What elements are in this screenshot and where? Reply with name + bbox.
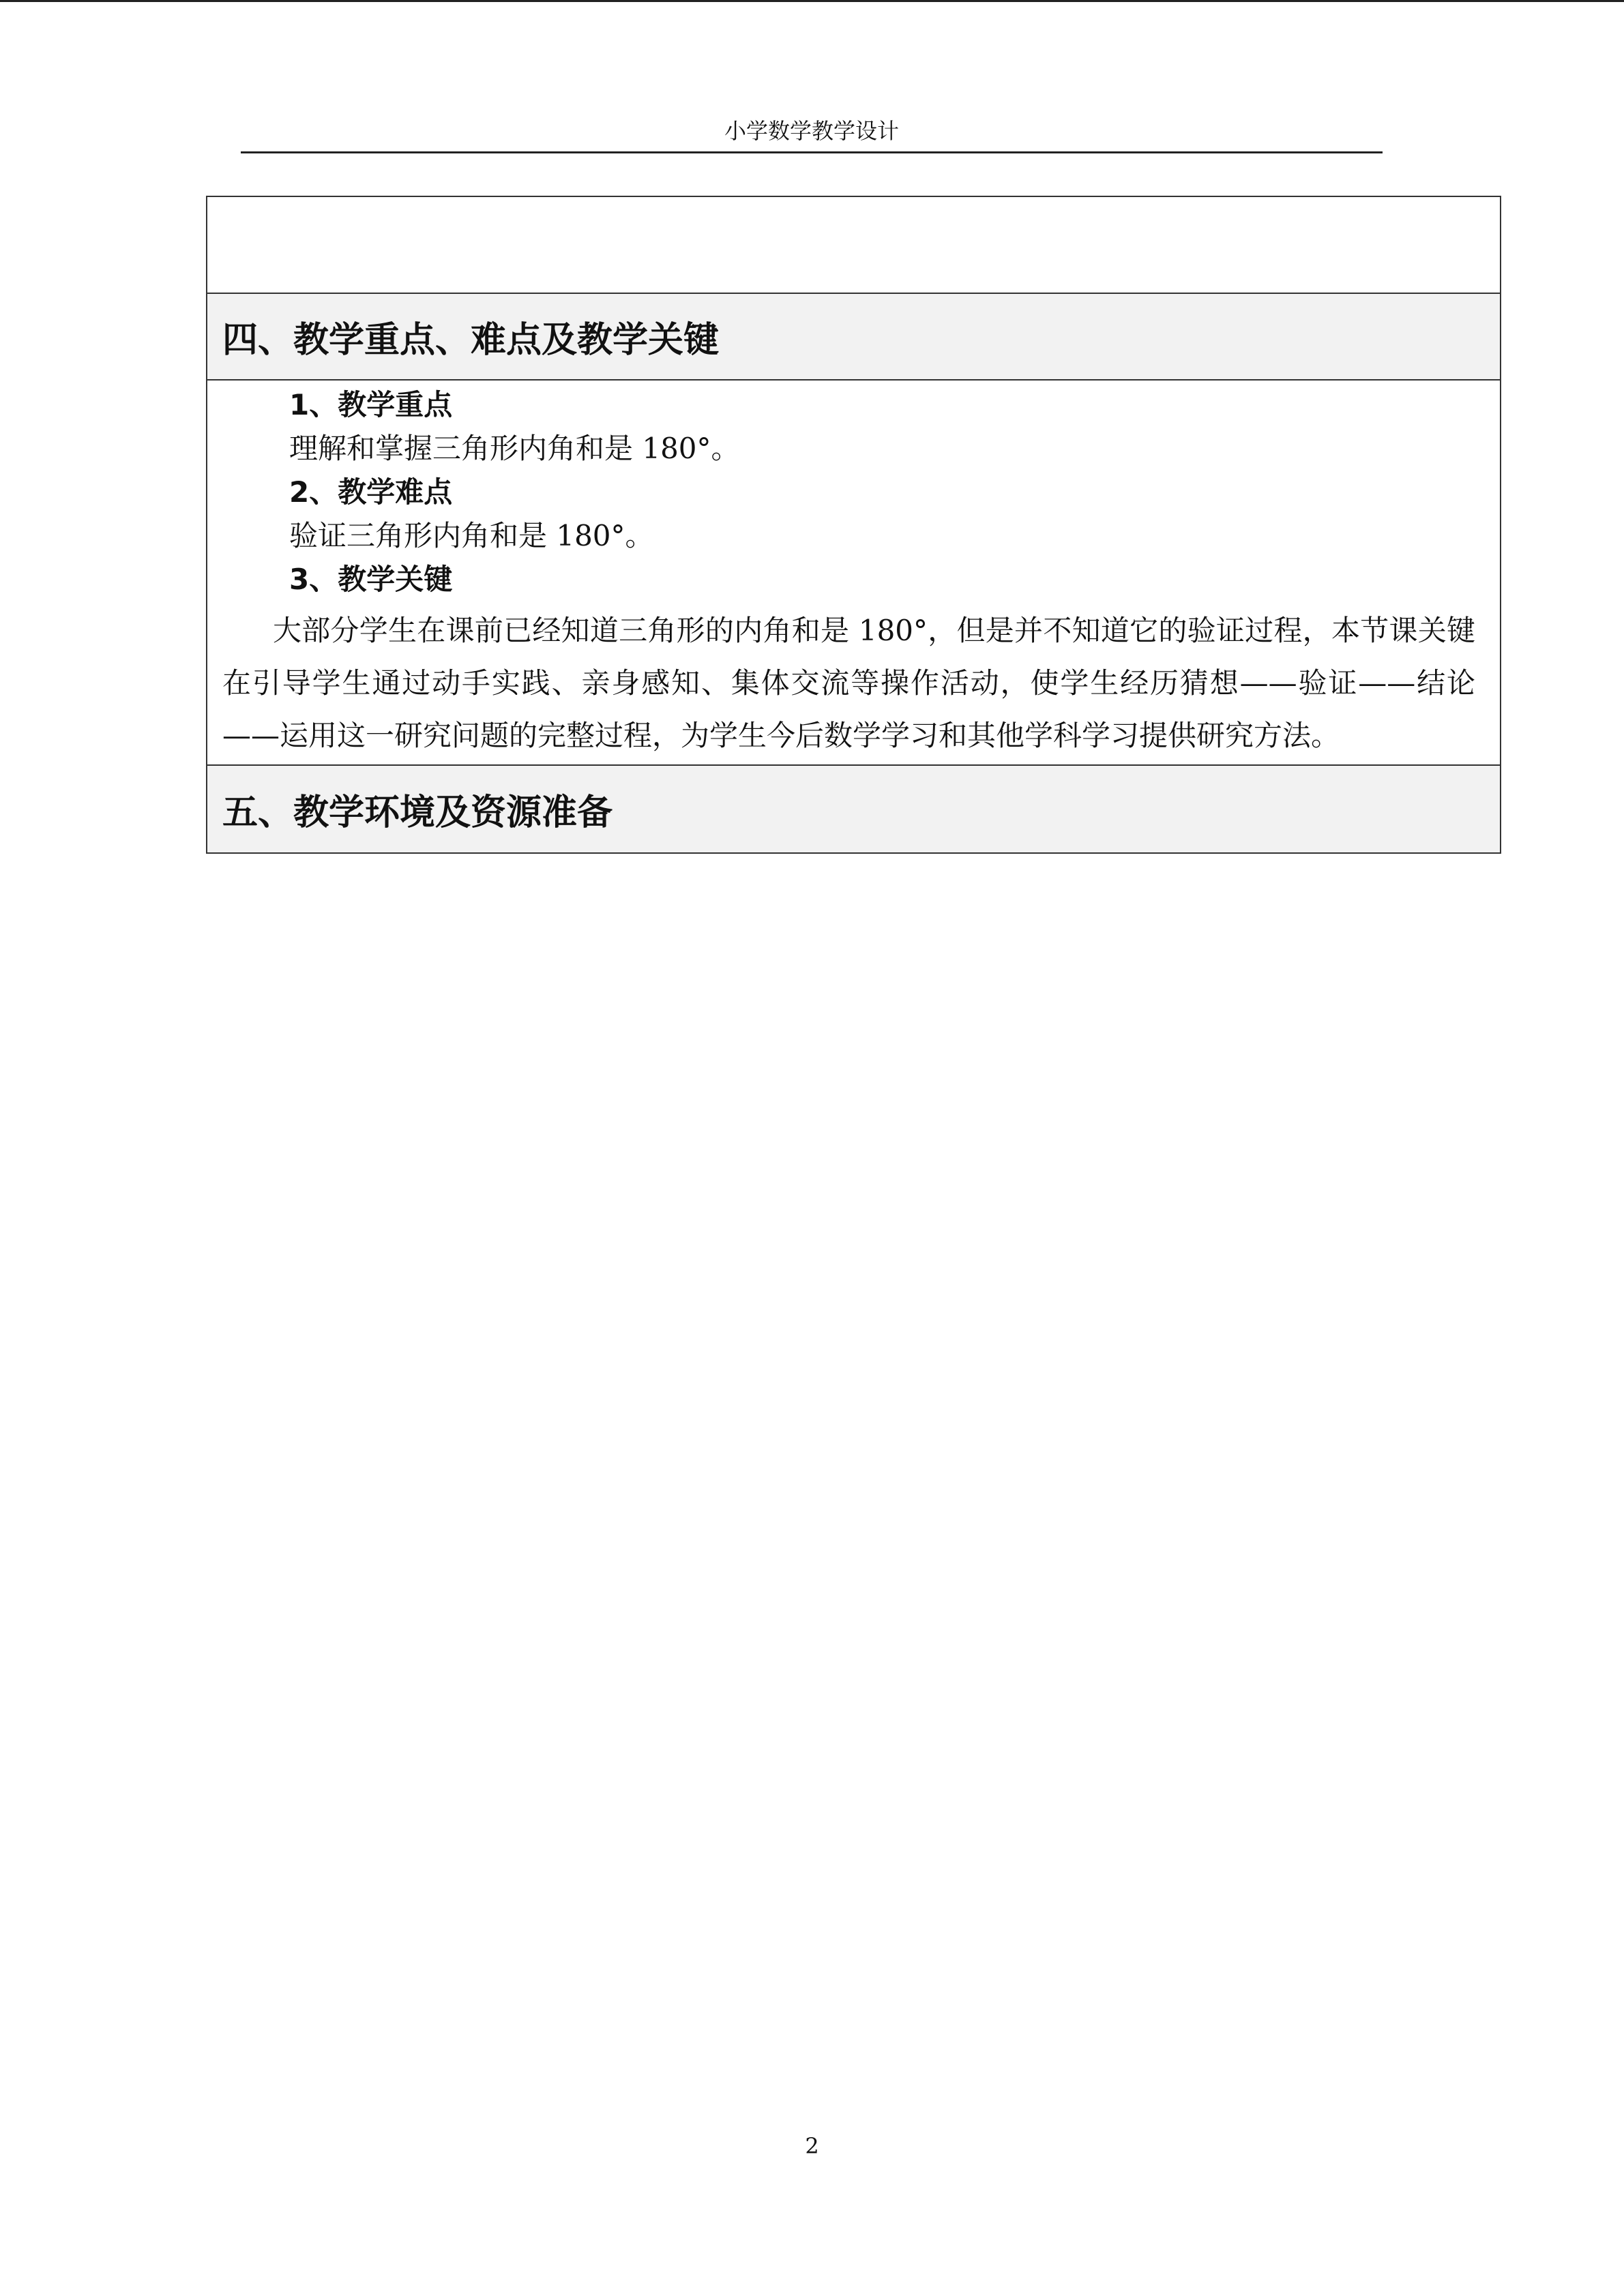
key-point-subheading: 1、教学重点 <box>289 388 453 421</box>
key-method-paragraph: 大部分学生在课前已经知道三角形的内角和是 180°，但是并不知道它的验证过程，本节课关键在引导学生通过动手实践、亲身感知、集体交流等操作活动，使学生经历猜想——验证——结论——运用这一研究问题的完整过程，为学生今后数学学习和其他学科学习提供研究方法。 <box>222 614 1475 752</box>
section-4-body <box>207 381 1500 766</box>
difficulty-subheading: 2、教学难点 <box>289 475 453 509</box>
table-row-empty <box>207 197 1500 294</box>
difficulty-text: 验证三角形内角和是 180°。 <box>289 519 654 552</box>
page-top-border <box>0 0 1624 2</box>
section-5-heading: 五、教学环境及资源准备 <box>207 766 1500 852</box>
page-header: 小学数学教学设计 <box>241 115 1383 153</box>
lesson-plan-table <box>206 196 1501 854</box>
key-method-subheading: 3、教学关键 <box>289 563 453 596</box>
section-4-heading: 四、教学重点、难点及教学关键 <box>207 294 1500 381</box>
key-point-text: 理解和掌握三角形内角和是 180°。 <box>289 432 740 465</box>
page-number: 2 <box>805 2133 819 2159</box>
